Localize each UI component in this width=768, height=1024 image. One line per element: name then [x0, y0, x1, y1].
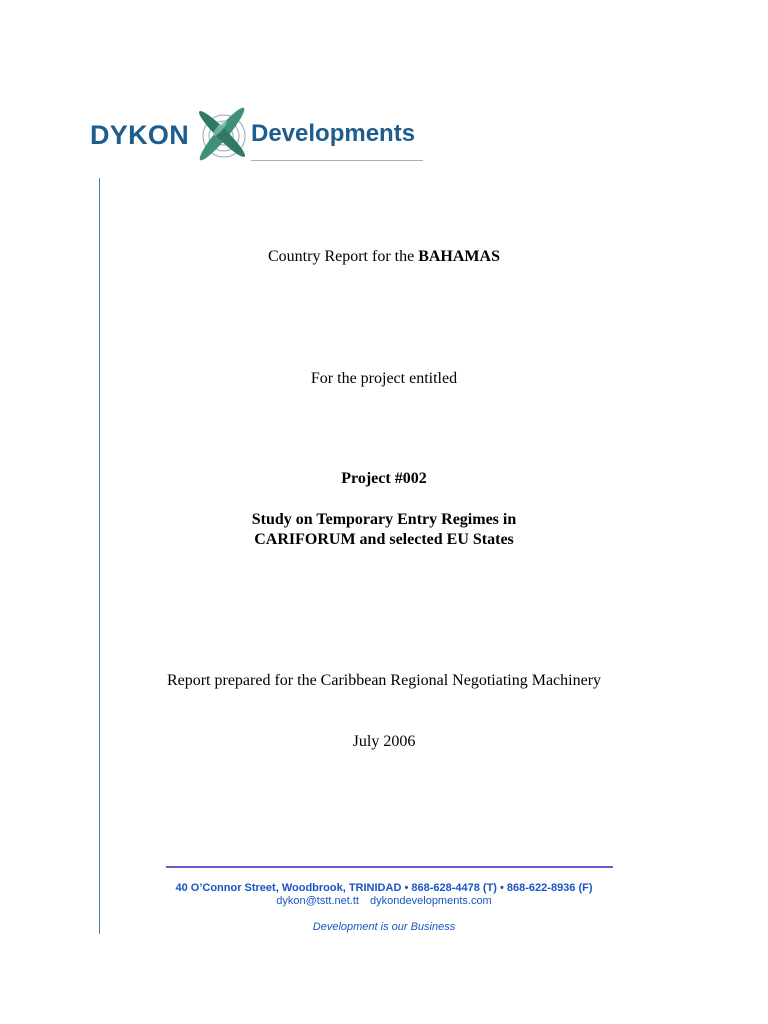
logo-text-developments: Developments: [251, 120, 416, 147]
footer-tagline: Development is our Business: [312, 921, 456, 933]
report-title-country: BAHAMAS: [418, 248, 500, 265]
project-number: Project #002: [341, 470, 427, 487]
project-name-line-1: Study on Temporary Entry Regimes in: [251, 511, 517, 528]
footer-contact: [0, 894, 768, 908]
footer-website: dykondevelopments.com: [370, 895, 492, 907]
report-title: [0, 247, 768, 267]
logo-underline: [251, 160, 423, 161]
logo-text-dykon: DYKON: [90, 120, 190, 150]
left-margin-rule: [99, 178, 100, 934]
footer-address: 40 O’Connor Street, Woodbrook, TRINIDAD • 868-628-4478 (T) • 868-622-8936 (F): [175, 882, 593, 894]
company-logo: [88, 96, 433, 172]
footer-rule: [166, 866, 613, 868]
prepared-for: Report prepared for the Caribbean Regional Negotiating Machinery: [166, 672, 602, 689]
crossed-propellers-logo-icon: [184, 96, 260, 172]
report-date: July 2006: [352, 733, 416, 750]
project-name-line-2: CARIFORUM and selected EU States: [254, 531, 514, 548]
project-intro: For the project entitled: [310, 370, 458, 387]
footer-email: dykon@tstt.net.tt: [276, 895, 359, 907]
report-title-prefix: Country Report for the: [268, 248, 415, 265]
